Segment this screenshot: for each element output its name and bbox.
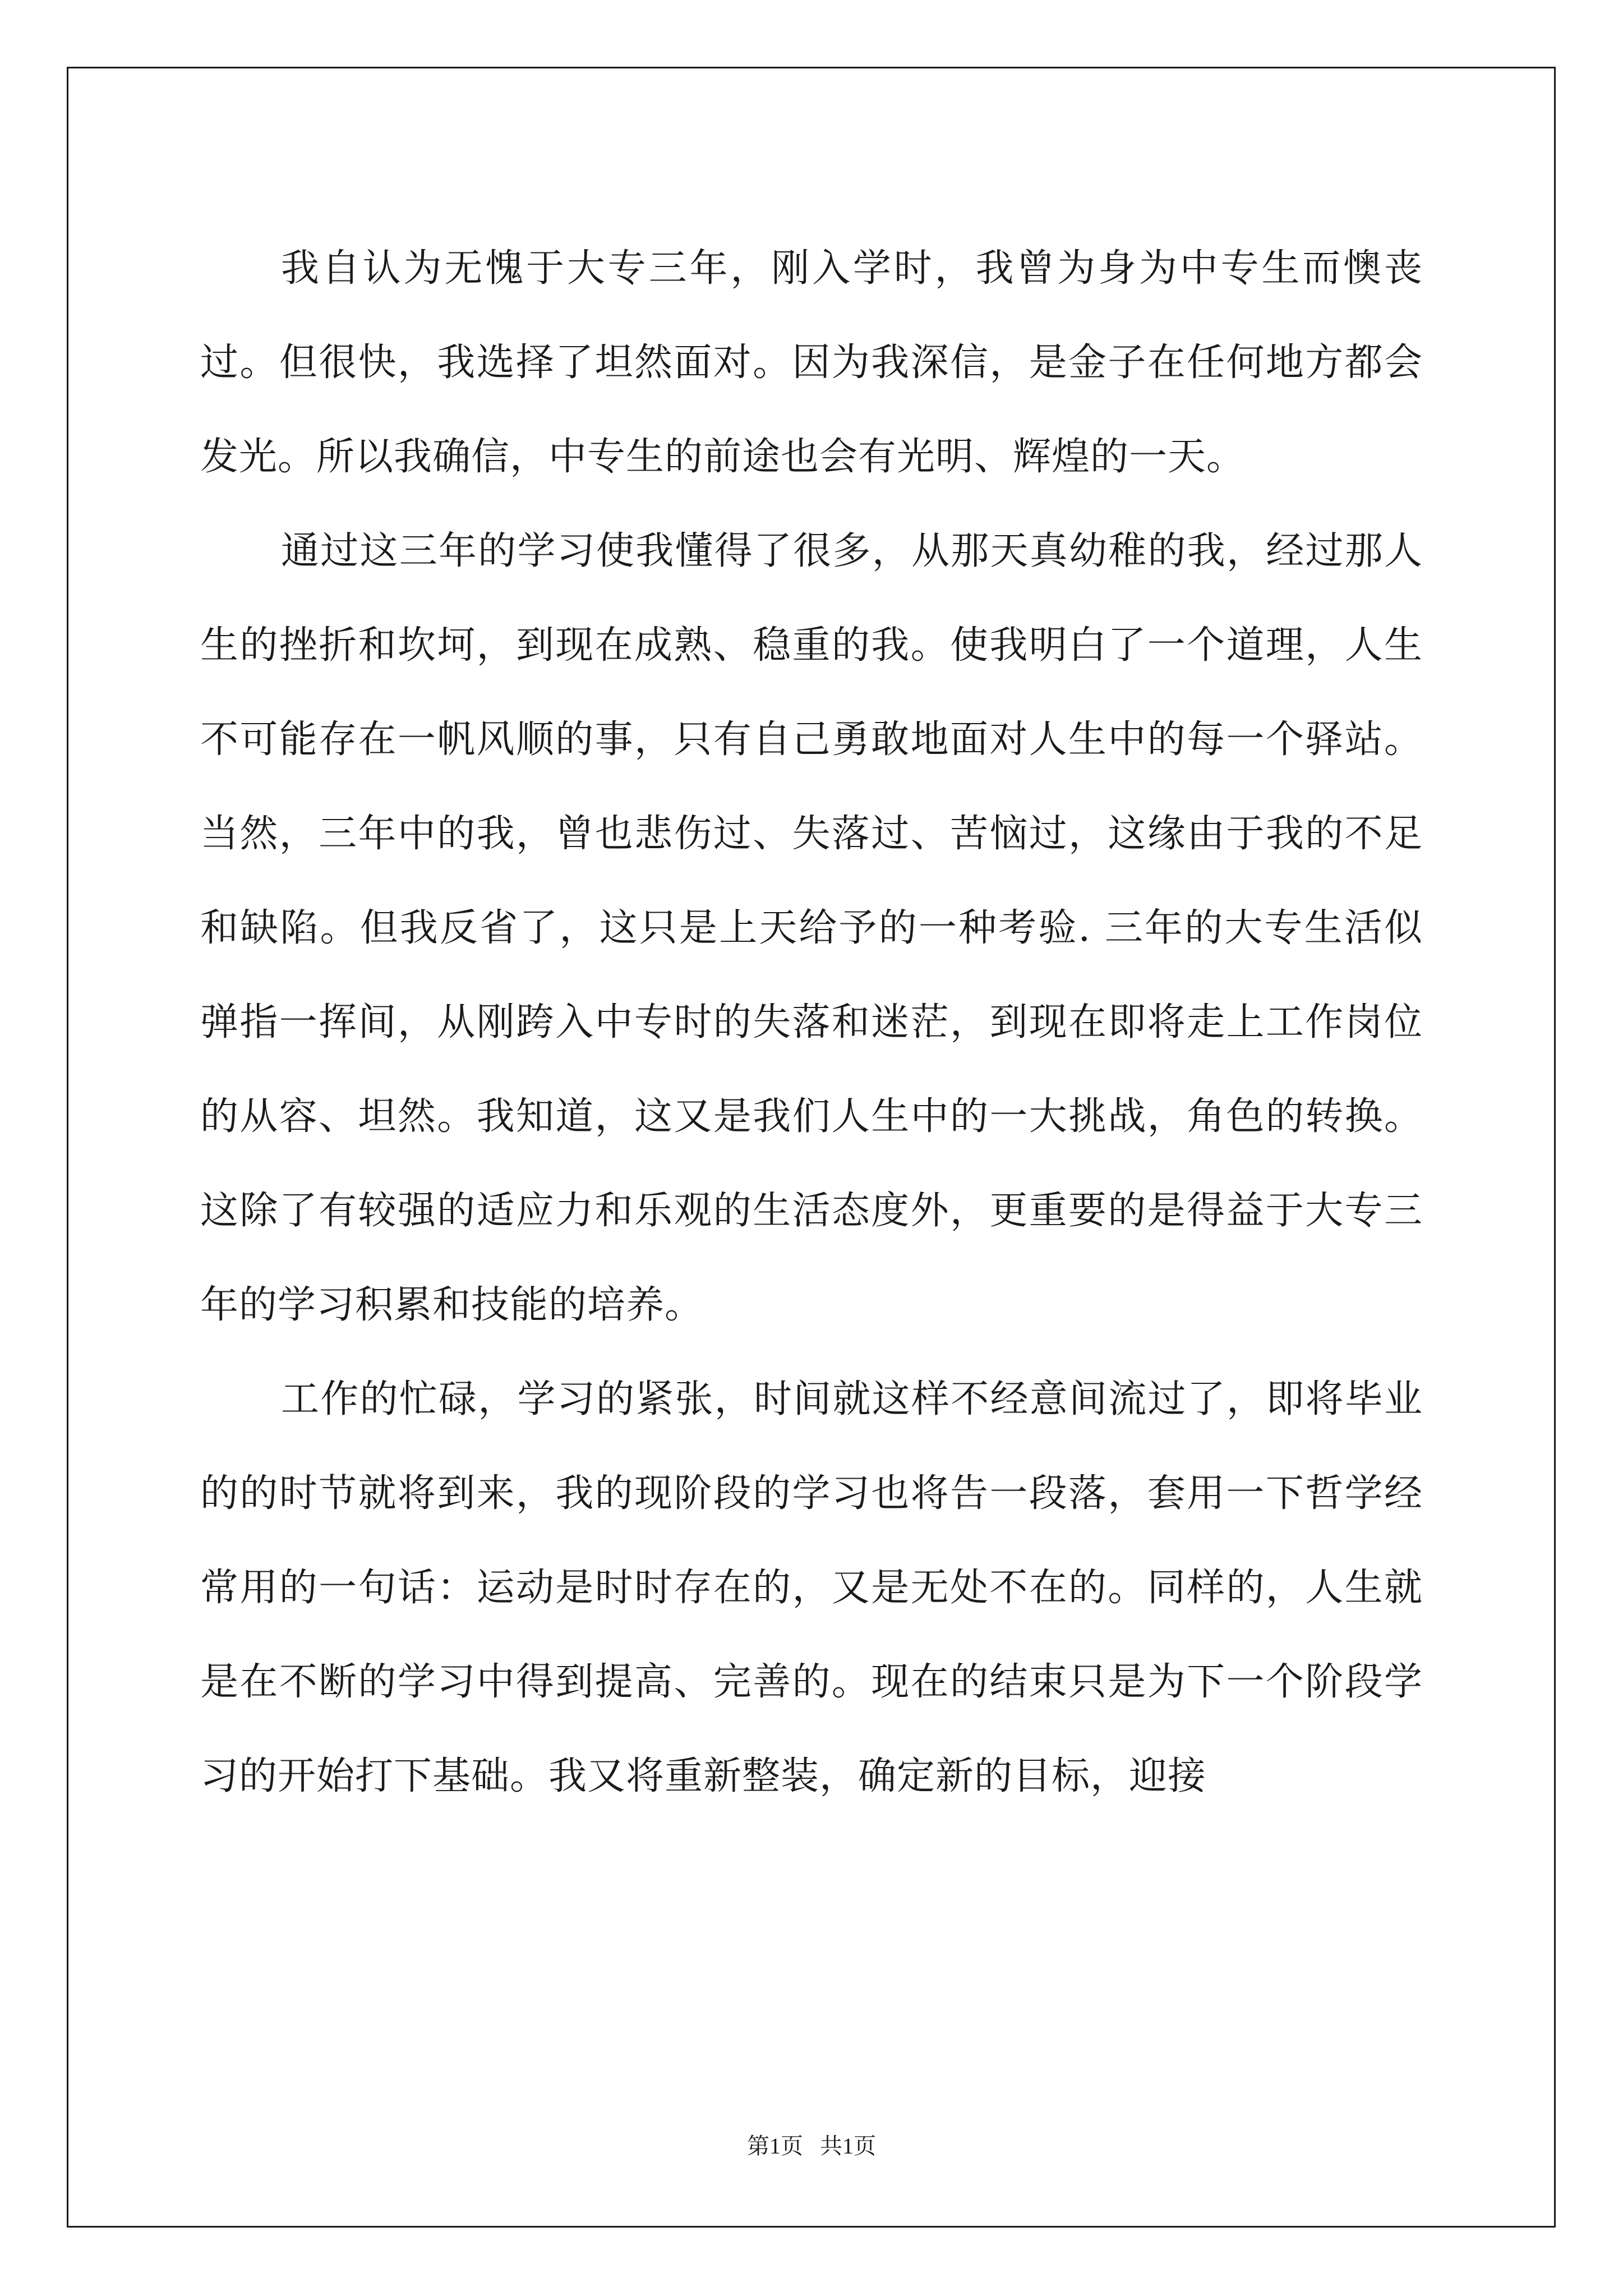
page-number-footer: 第1页 共1页	[747, 2133, 876, 2159]
document-body	[200, 222, 1423, 1824]
paragraph: 工作的忙碌，学习的紧张，时间就这样不经意间流过了，即将毕业的的时节就将到来，我的现阶段的学习也将告一段落，套用一下哲学经常用的一句话：运动是时时存在的，又是无处不在的。同样的，人生就是在不断的学习中得到提高、完善的。现在的结束只是为下一个阶段学习的开始打下基础。我又将重新整装，确定新的目标，迎接	[200, 1377, 1423, 1798]
paragraph: 我自认为无愧于大专三年，刚入学时，我曾为身为中专生而懊丧过。但很快，我选择了坦然面对。因为我深信，是金子在任何地方都会发光。所以我确信，中专生的前途也会有光明、辉煌的一天。	[200, 246, 1423, 479]
paragraph: 通过这三年的学习使我懂得了很多，从那天真幼稚的我，经过那人生的挫折和坎坷，到现在成熟、稳重的我。使我明白了一个道理，人生不可能存在一帆风顺的事，只有自己勇敢地面对人生中的每一个驿站。当然，三年中的我，曾也悲伤过、失落过、苦恼过，这缘由于我的不足和缺陷。但我反省了，这只是上天给予的一种考验. 三年的大专生活似弹指一挥间，从刚跨入中专时的失落和迷茫，到现在即将走上工作岗位的从容、坦然。我知道，这又是我们人生中的一大挑战，角色的转换。这除了有较强的适应力和乐观的生活态度外，更重要的是得益于大专三年的学习积累和技能的培养。	[200, 529, 1423, 1327]
